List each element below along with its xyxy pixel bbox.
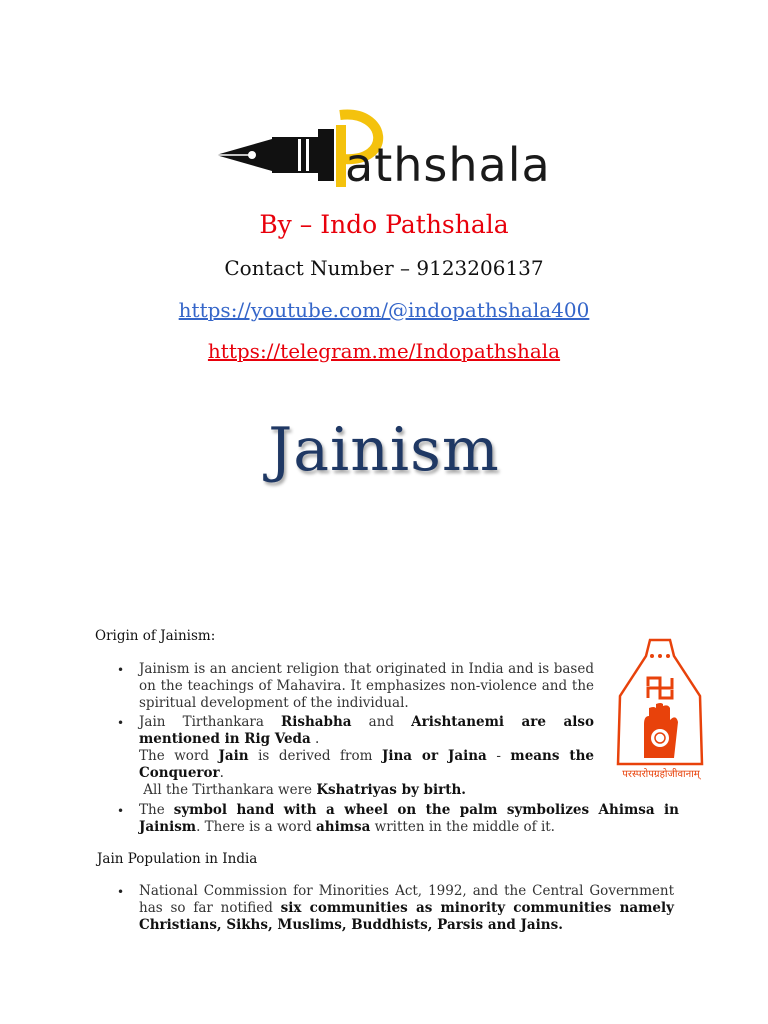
jain-emblem-icon <box>612 636 708 784</box>
telegram-link[interactable]: https://telegram.me/Indopathshala <box>207 339 561 363</box>
origin-bullet-3: The symbol hand with a wheel on the palm symbolizes Ahimsa in Jainism. There is a word ahimsa written in the middle of it. <box>139 802 679 835</box>
page-title: Jainism <box>268 415 500 485</box>
bullet-icon: • <box>117 663 125 677</box>
origin-bullet-2: Jain Tirthankara Rishabha and Arishtanemi are also mentioned in Rig Veda . The word Jain is derived from Jina or Jaina - means the Conqueror. All the Tirthankara were Kshatriyas by birth. <box>139 714 595 798</box>
population-bullet-1: National Commission for Minorities Act, 1992, and the Central Government has so far notified six communities as minority communities namely Christians, Sikhs, Muslims, Buddhists, Parsis and Jains. <box>139 883 674 933</box>
logo-wordmark: athshala <box>345 138 551 192</box>
emblem-caption: परस्परोपग्रहोजीवानाम् <box>622 769 700 780</box>
bullet-icon: • <box>117 716 125 730</box>
origin-bullet-1: Jainism is an ancient religion that originated in India and is based on the teachings of Mahavira. It emphasizes non-violence and the spiritual development of the individual. <box>139 661 594 711</box>
bullet-icon: • <box>117 804 125 818</box>
contact-number: Contact Number – 9123206137 <box>224 256 544 280</box>
by-line: By – Indo Pathshala <box>259 210 509 239</box>
bullet-icon: • <box>117 885 125 899</box>
section-heading-population: Jain Population in India <box>97 851 258 867</box>
section-heading-origin: Origin of Jainism: <box>95 628 216 644</box>
youtube-link[interactable]: https://youtube.com/@indopathshala400 <box>178 298 590 322</box>
